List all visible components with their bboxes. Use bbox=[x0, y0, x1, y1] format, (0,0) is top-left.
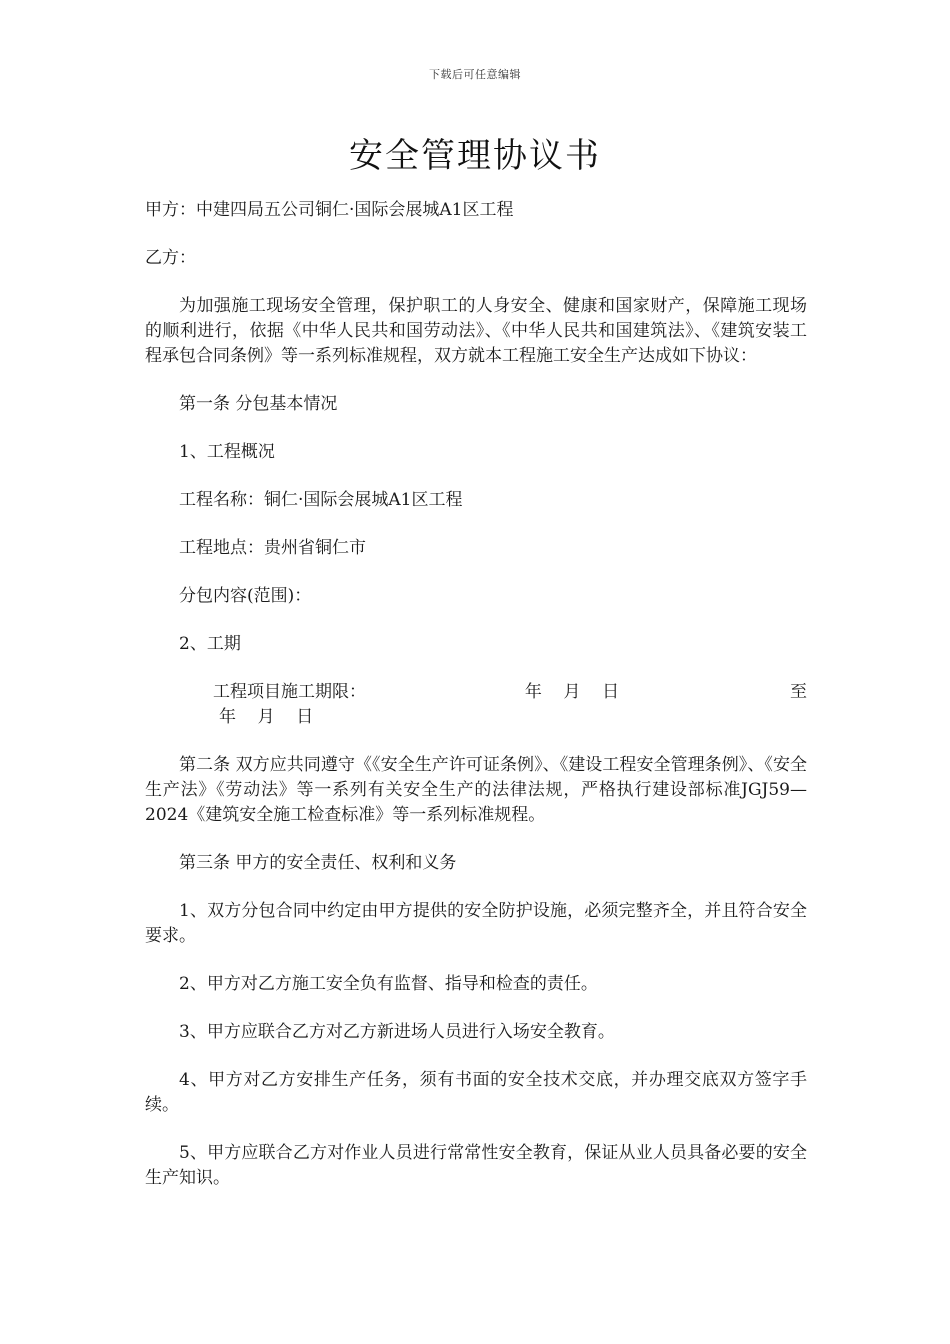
article-1-heading: 第一条 分包基本情况 bbox=[179, 394, 338, 414]
article-3-item: 4、甲方对乙方安排生产任务，须有书面的安全技术交底，并办理交底双方签字手续。 bbox=[145, 1070, 807, 1115]
period-label: 工程项目施工期限： bbox=[213, 682, 366, 702]
party-a: 甲方：中建四局五公司铜仁·国际会展城A1区工程 bbox=[145, 200, 514, 220]
subcontract-scope: 分包内容(范围)： bbox=[179, 586, 312, 606]
article-3-item: 2、甲方对乙方施工安全负有监督、指导和检查的责任。 bbox=[179, 974, 598, 994]
party-b: 乙方： bbox=[145, 248, 196, 268]
project-name: 工程名称：铜仁·国际会展城A1区工程 bbox=[179, 490, 463, 510]
article-3-item: 3、甲方应联合乙方对乙方新进场人员进行入场安全教育。 bbox=[179, 1022, 615, 1042]
article-1-item-2: 2、工期 bbox=[179, 634, 241, 654]
header-note: 下载后可任意编辑 bbox=[429, 68, 521, 81]
project-location: 工程地点：贵州省铜仁市 bbox=[179, 538, 366, 558]
construction-period bbox=[145, 680, 807, 730]
article-3-item: 1、双方分包合同中约定由甲方提供的安全防护设施，必须完整齐全，并且符合安全要求。 bbox=[145, 901, 807, 946]
document-title: 安全管理协议书 bbox=[349, 136, 601, 176]
article-3-heading: 第三条 甲方的安全责任、权利和义务 bbox=[179, 853, 457, 873]
intro-paragraph: 为加强施工现场安全管理，保护职工的人身安全、健康和国家财产，保障施工现场的顺利进行，依据《中华人民共和国劳动法》、《中华人民共和国建筑法》、《建筑安装工程承包合同条例》等一系列标准规程，双方就本工程施工安全生产达成如下协议： bbox=[145, 296, 807, 366]
article-1-item-1: 1、工程概况 bbox=[179, 442, 275, 462]
period-end: 年 月 日 bbox=[219, 707, 314, 727]
period-to: 至 bbox=[790, 682, 808, 702]
article-2: 第二条 双方应共同遵守《《安全生产许可证条例》、《建设工程安全管理条例》、《安全生产法》《劳动法》等一系列有关安全生产的法律法规，严格执行建设部标准JGJ59—2024《建筑安全施工检查标准》等一系列标准规程。 bbox=[145, 755, 807, 825]
article-3-item: 5、甲方应联合乙方对作业人员进行常常性安全教育，保证从业人员具备必要的安全生产知识。 bbox=[145, 1143, 807, 1188]
document-body bbox=[145, 198, 807, 1214]
period-start: 年 月 日 bbox=[524, 682, 620, 702]
